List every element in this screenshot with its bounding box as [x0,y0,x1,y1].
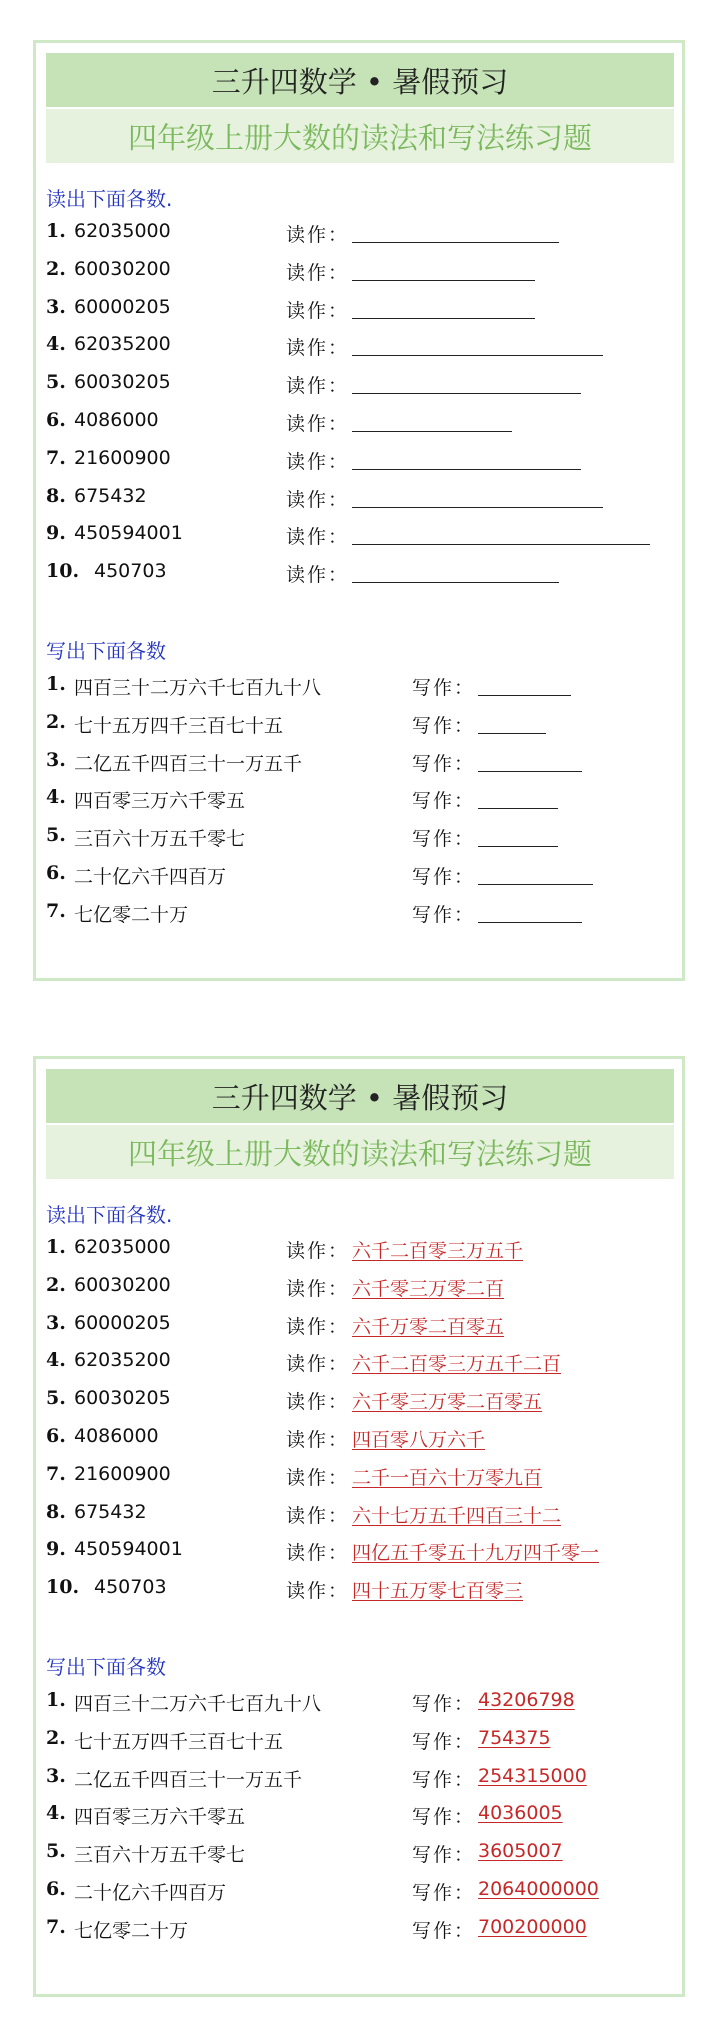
worksheet-subtitle: 四年级上册大数的读法和写法练习题 [46,109,674,163]
read-item [46,522,676,552]
read-label: 读作： [286,450,350,473]
number-value: 62035200 [74,1349,171,1372]
item-number: 4. [46,333,66,356]
read-label: 读作： [286,488,350,511]
answer-blank-line[interactable] [478,808,558,809]
write-item [46,1765,676,1795]
write-label: 写作： [412,1806,476,1829]
chinese-number-text: 七亿零二十万 [74,1919,189,1942]
write-label: 写作： [412,903,476,926]
write-item [46,711,676,741]
answer-blank-line[interactable] [352,582,559,583]
number-value: 4086000 [74,1425,159,1447]
number-value: 60030200 [74,257,171,280]
answer-blank-line[interactable] [478,695,571,696]
chinese-number-text: 二十亿六千四百万 [74,866,227,888]
number-value: 450594001 [74,522,183,545]
chinese-number-text: 二十亿六千四百万 [74,1882,227,1904]
read-item [46,409,676,439]
number-value: 60030205 [74,371,171,394]
read-answer: 六千二百零三万五千 [352,1240,524,1262]
item-number: 3. [46,748,66,771]
read-item [46,1312,676,1342]
read-label: 读作： [286,337,350,360]
chinese-number-text: 三百六十万五千零七 [74,828,246,851]
read-item [46,220,676,250]
chinese-number-text: 二亿五千四百三十一万五千 [74,752,303,775]
chinese-number-text: 四百零三万六千零五 [74,790,246,813]
read-answer: 四亿五千零五十九万四千零一 [352,1542,600,1565]
read-answer: 四十五万零七百零三 [352,1580,524,1603]
write-label: 写作： [412,866,476,888]
chinese-number-text: 二亿五千四百三十一万五千 [74,1768,303,1791]
number-value: 450594001 [74,1538,183,1561]
read-item [46,447,676,477]
item-number: 2. [46,257,66,280]
number-value: 4086000 [74,409,159,431]
read-label: 读作： [286,1429,350,1451]
number-value: 675432 [74,484,147,507]
item-number: 1. [46,673,66,695]
answer-blank-line[interactable] [352,507,603,508]
item-number: 2. [46,710,66,733]
worksheet-title: 三升四数学 • 暑假预习 [46,1069,674,1123]
item-number: 7. [46,446,66,469]
read-label: 读作： [286,1277,350,1300]
read-item [46,1274,676,1304]
read-label: 读作： [286,224,350,246]
read-label: 读作： [286,1240,350,1262]
answer-blank-line[interactable] [352,318,535,319]
read-label: 读作： [286,1466,350,1489]
write-item [46,749,676,779]
number-value: 60000205 [74,295,171,318]
item-number: 4. [46,1349,66,1372]
worksheet-title: 三升四数学 • 暑假预习 [46,53,674,107]
write-answer: 754375 [478,1726,551,1749]
item-number: 5. [46,371,66,394]
read-label: 读作： [286,261,350,284]
read-item [46,1387,676,1417]
answer-blank-line[interactable] [478,884,593,885]
write-label: 写作： [412,714,476,737]
write-answer: 4036005 [478,1802,563,1825]
number-value: 62035000 [74,220,171,242]
read-item [46,333,676,363]
read-item [46,371,676,401]
number-value: 450703 [94,560,167,583]
write-item [46,1727,676,1757]
item-number: 8. [46,484,66,507]
read-label: 读作： [286,1504,350,1527]
worksheet-answers [33,1056,685,1997]
write-label: 写作： [412,790,476,813]
write-item [46,673,676,703]
read-item [46,1501,676,1531]
write-item [46,1916,676,1946]
write-item [46,862,676,892]
item-number: 7. [46,899,66,922]
number-value: 21600900 [74,1462,171,1485]
item-number: 7. [46,1462,66,1485]
number-value: 60030205 [74,1387,171,1410]
item-number: 3. [46,1311,66,1334]
write-section-title: 写出下面各数 [46,1655,166,1679]
read-item [46,1576,676,1606]
worksheet-subtitle: 四年级上册大数的读法和写法练习题 [46,1125,674,1179]
write-answer: 254315000 [478,1764,587,1787]
read-answer: 四百零八万六千 [352,1429,486,1451]
write-label: 写作： [412,828,476,851]
item-number: 3. [46,295,66,318]
chinese-number-text: 四百三十二万六千七百九十八 [74,677,322,699]
read-answer: 六千零三万零二百 [352,1277,505,1300]
read-label: 读作： [286,299,350,322]
write-item [46,1689,676,1719]
number-value: 60000205 [74,1311,171,1334]
read-label: 读作： [286,1580,350,1603]
chinese-number-text: 七亿零二十万 [74,903,189,926]
answer-blank-line[interactable] [352,280,535,281]
read-item [46,1463,676,1493]
write-item [46,1802,676,1832]
item-number: 6. [46,862,66,884]
item-number: 5. [46,1840,66,1863]
answer-blank-line[interactable] [352,242,559,243]
read-label: 读作： [286,1315,350,1338]
read-label: 读作： [286,375,350,398]
answer-blank-line[interactable] [352,431,512,432]
number-value: 60030200 [74,1273,171,1296]
write-label: 写作： [412,1693,476,1715]
item-number: 5. [46,824,66,847]
read-answer: 六千二百零三万五千二百 [352,1353,562,1376]
write-label: 写作： [412,1730,476,1753]
chinese-number-text: 三百六十万五千零七 [74,1844,246,1867]
write-label: 写作： [412,1844,476,1867]
answer-blank-line[interactable] [352,393,581,394]
write-item [46,824,676,854]
write-label: 写作： [412,677,476,699]
write-label: 写作： [412,1882,476,1904]
read-item [46,560,676,590]
write-item [46,1878,676,1908]
read-label: 读作： [286,1353,350,1376]
read-item [46,1349,676,1379]
item-number: 4. [46,786,66,809]
worksheet-blank [33,40,685,981]
write-answer: 43206798 [478,1689,575,1711]
item-number: 6. [46,1878,66,1900]
answer-blank-line[interactable] [352,355,603,356]
number-value: 450703 [94,1576,167,1599]
item-number: 1. [46,1689,66,1711]
read-item [46,485,676,515]
read-section-title: 读出下面各数. [46,1203,173,1227]
write-item [46,786,676,816]
read-answer: 六十七万五千四百三十二 [352,1504,562,1527]
number-value: 21600900 [74,446,171,469]
item-number: 1. [46,1236,66,1258]
read-answer: 二千一百六十万零九百 [352,1466,543,1489]
answer-blank-line[interactable] [478,771,582,772]
write-item [46,900,676,930]
read-item [46,1425,676,1455]
read-item [46,1538,676,1568]
item-number: 10. [46,560,80,583]
write-section-title: 写出下面各数 [46,639,166,663]
read-item [46,296,676,326]
write-item [46,1840,676,1870]
chinese-number-text: 四百三十二万六千七百九十八 [74,1693,322,1715]
item-number: 9. [46,522,66,545]
write-label: 写作： [412,752,476,775]
read-section-title: 读出下面各数. [46,187,173,211]
chinese-number-text: 七十五万四千三百七十五 [74,1730,284,1753]
item-number: 1. [46,220,66,242]
write-answer: 2064000000 [478,1878,599,1900]
item-number: 4. [46,1802,66,1825]
read-label: 读作： [286,526,350,549]
number-value: 62035000 [74,1236,171,1258]
write-answer: 3605007 [478,1840,563,1863]
answer-blank-line[interactable] [352,469,581,470]
answer-blank-line[interactable] [478,922,582,923]
number-value: 62035200 [74,333,171,356]
read-answer: 六千零三万零二百零五 [352,1391,543,1414]
item-number: 7. [46,1915,66,1938]
answer-blank-line[interactable] [478,846,558,847]
item-number: 5. [46,1387,66,1410]
item-number: 10. [46,1576,80,1599]
item-number: 9. [46,1538,66,1561]
read-label: 读作： [286,564,350,587]
read-label: 读作： [286,1542,350,1565]
item-number: 2. [46,1726,66,1749]
item-number: 3. [46,1764,66,1787]
read-label: 读作： [286,1391,350,1414]
read-label: 读作： [286,413,350,435]
item-number: 6. [46,409,66,431]
read-item [46,1236,676,1266]
read-answer: 六千万零二百零五 [352,1315,505,1338]
chinese-number-text: 四百零三万六千零五 [74,1806,246,1829]
answer-blank-line[interactable] [352,544,650,545]
item-number: 2. [46,1273,66,1296]
write-answer: 700200000 [478,1915,587,1938]
number-value: 675432 [74,1500,147,1523]
chinese-number-text: 七十五万四千三百七十五 [74,714,284,737]
write-label: 写作： [412,1768,476,1791]
read-item [46,258,676,288]
write-label: 写作： [412,1919,476,1942]
item-number: 6. [46,1425,66,1447]
item-number: 8. [46,1500,66,1523]
answer-blank-line[interactable] [478,733,546,734]
